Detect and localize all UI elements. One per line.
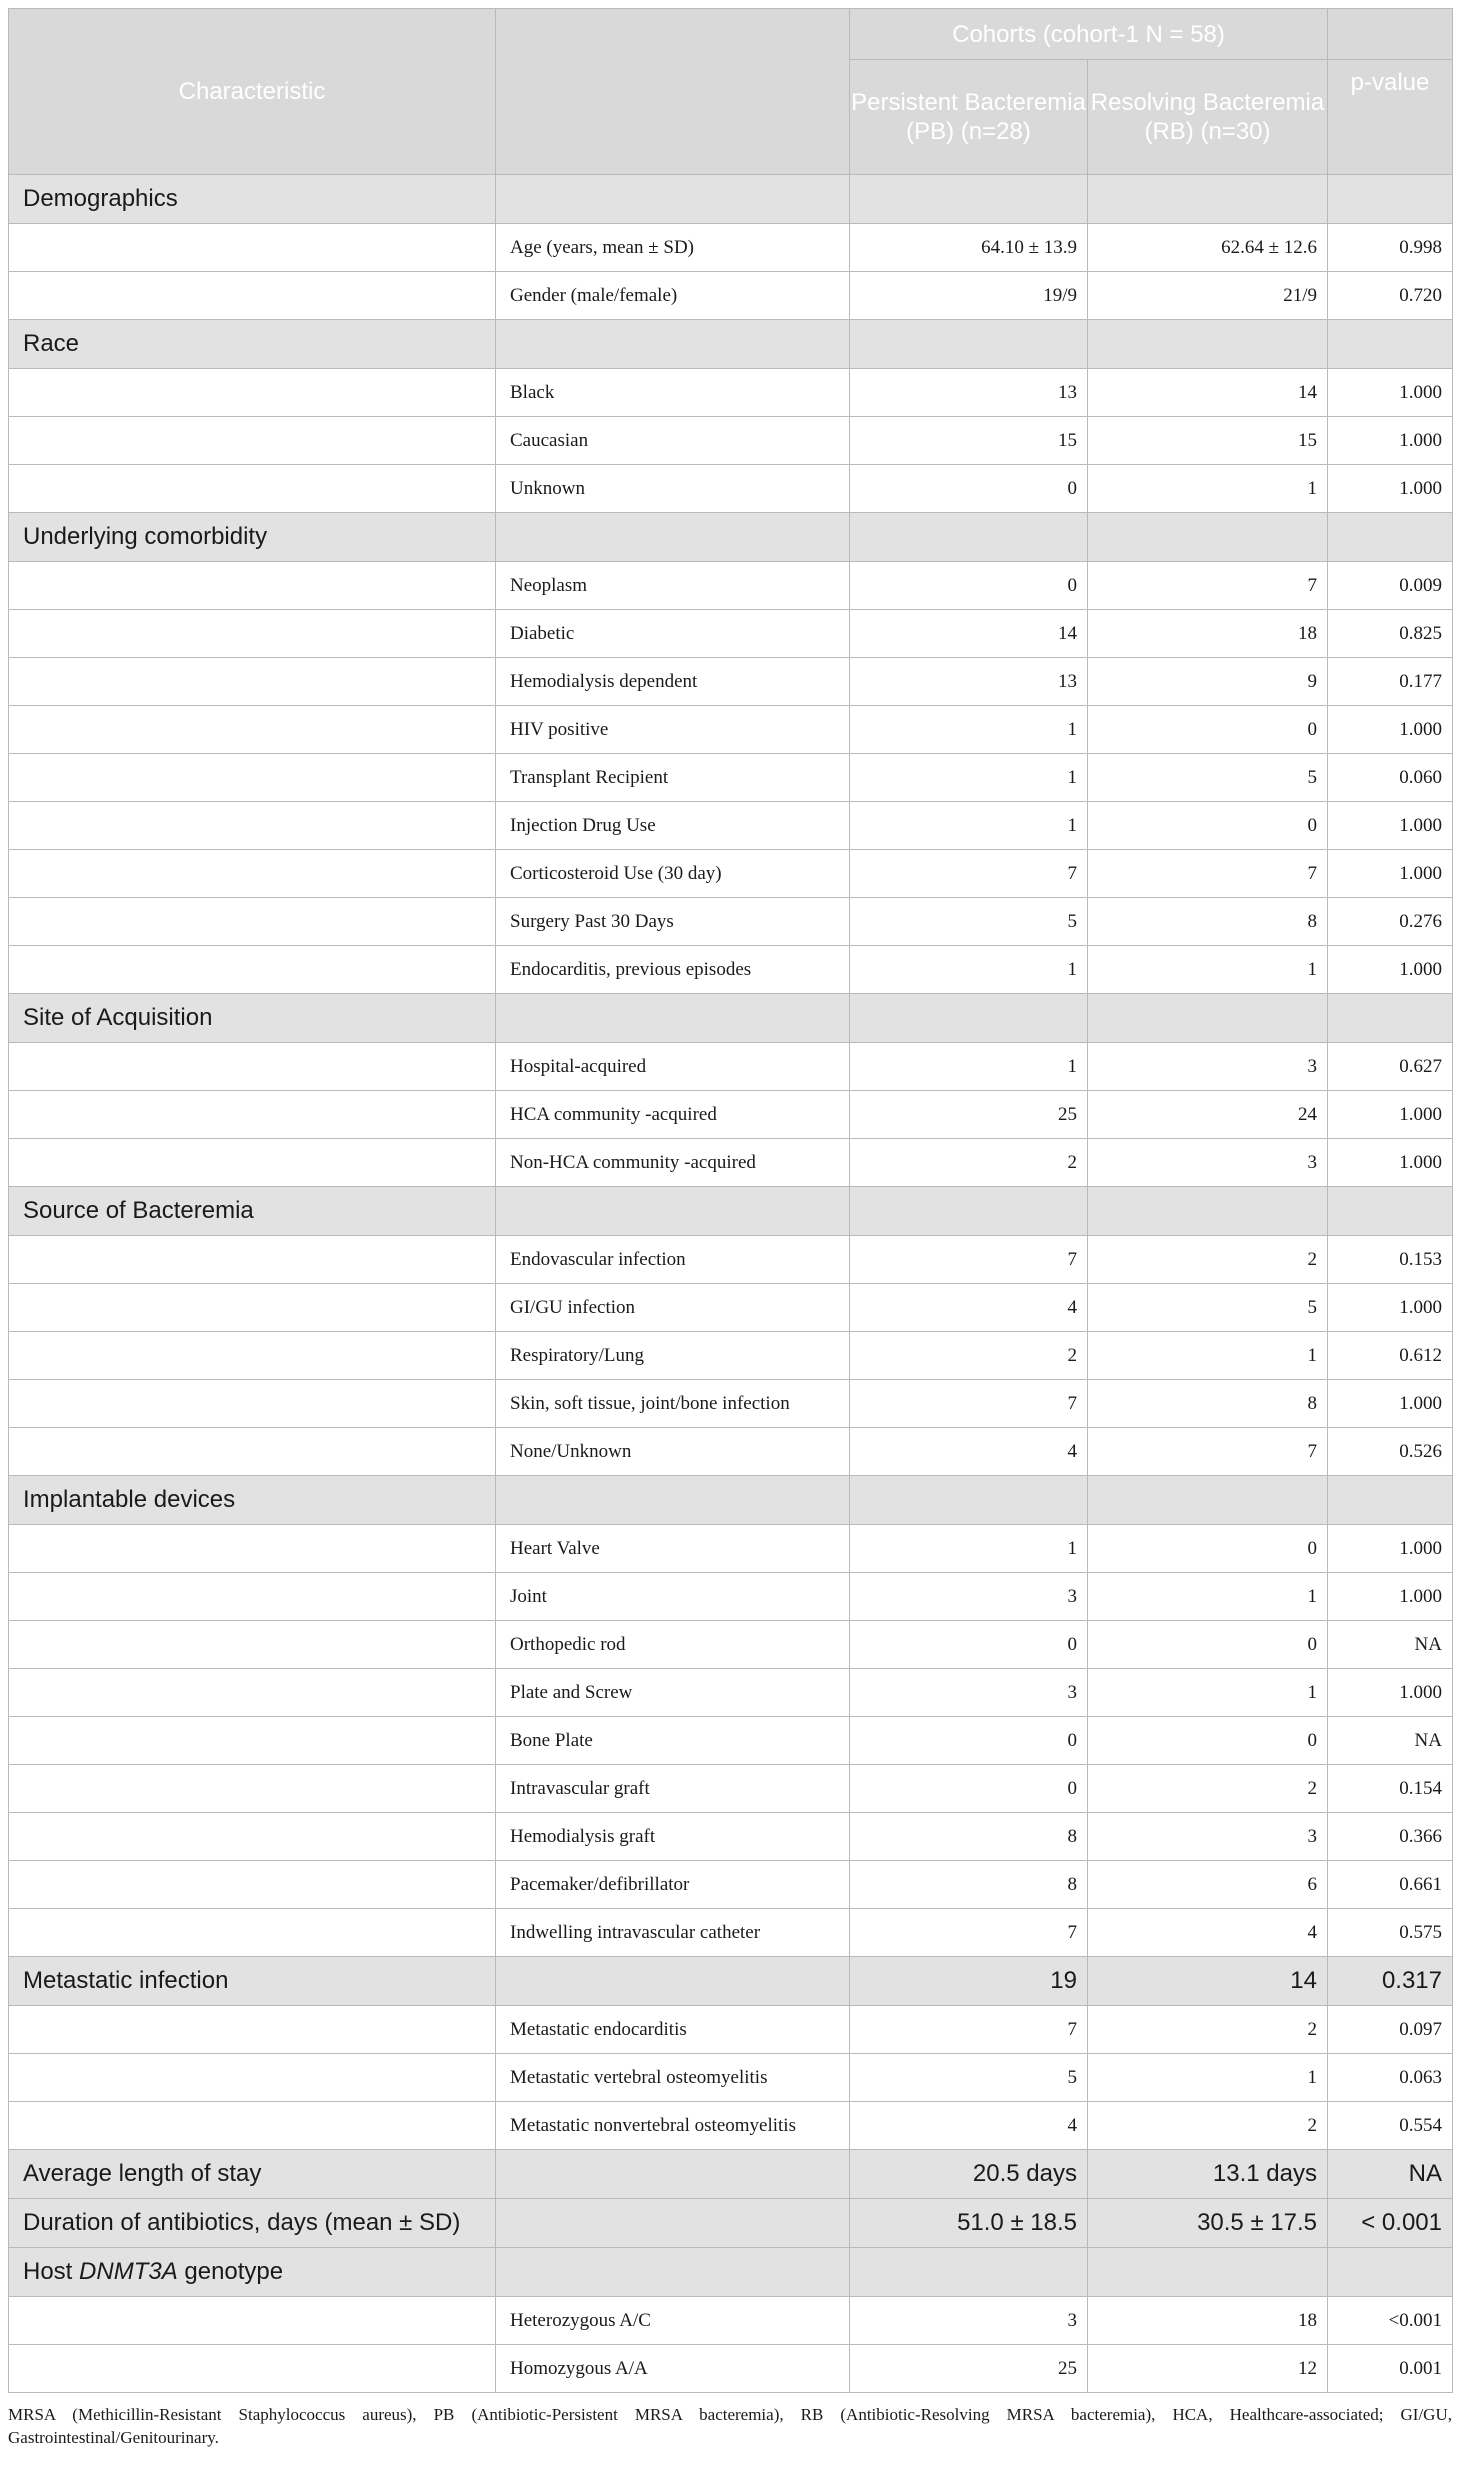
section-value-p bbox=[1328, 994, 1453, 1043]
row-label: Skin, soft tissue, joint/bone infection bbox=[496, 1380, 850, 1428]
row-value-rb: 0 bbox=[1088, 1621, 1328, 1669]
row-label: Metastatic endocarditis bbox=[496, 2006, 850, 2054]
table-row bbox=[9, 898, 1453, 946]
table-row bbox=[9, 224, 1453, 272]
section-value-p bbox=[1328, 1476, 1453, 1525]
section-value-rb: 14 bbox=[1088, 1957, 1328, 2006]
section-value-pb bbox=[850, 320, 1088, 369]
header-characteristic: Characteristic bbox=[9, 9, 496, 175]
row-value-rb: 12 bbox=[1088, 2345, 1328, 2393]
row-empty-cell bbox=[9, 1525, 496, 1573]
row-value-pb: 8 bbox=[850, 1861, 1088, 1909]
row-value-pb: 3 bbox=[850, 2297, 1088, 2345]
section-value-rb bbox=[1088, 1187, 1328, 1236]
row-value-p: NA bbox=[1328, 1621, 1453, 1669]
row-label: Plate and Screw bbox=[496, 1669, 850, 1717]
section-row bbox=[9, 2150, 1453, 2199]
row-value-rb: 0 bbox=[1088, 706, 1328, 754]
row-value-pb: 1 bbox=[850, 946, 1088, 994]
row-value-rb: 2 bbox=[1088, 1236, 1328, 1284]
section-value-rb bbox=[1088, 175, 1328, 224]
row-label: Bone Plate bbox=[496, 1717, 850, 1765]
row-value-rb: 7 bbox=[1088, 562, 1328, 610]
row-empty-cell bbox=[9, 272, 496, 320]
row-value-p: 0.575 bbox=[1328, 1909, 1453, 1957]
row-label: Injection Drug Use bbox=[496, 802, 850, 850]
table-footnote: MRSA (Methicillin-Resistant Staphylococcus aureus), PB (Antibiotic-Persistent MRSA bacteremia), RB (Antibiotic-Resolving MRSA bacteremia), HCA, Healthcare-associated; GI/GU, Gastrointestinal/Genitourinary. bbox=[8, 2405, 1452, 2447]
row-value-rb: 0 bbox=[1088, 1717, 1328, 1765]
row-label: Endovascular infection bbox=[496, 1236, 850, 1284]
row-empty-cell bbox=[9, 706, 496, 754]
row-value-pb: 4 bbox=[850, 1428, 1088, 1476]
row-value-rb: 24 bbox=[1088, 1091, 1328, 1139]
row-value-pb: 4 bbox=[850, 1284, 1088, 1332]
table-header bbox=[9, 9, 1453, 175]
row-empty-cell bbox=[9, 1669, 496, 1717]
row-value-pb: 7 bbox=[850, 1236, 1088, 1284]
row-value-rb: 6 bbox=[1088, 1861, 1328, 1909]
section-label: Demographics bbox=[9, 175, 496, 224]
row-empty-cell bbox=[9, 754, 496, 802]
table-row bbox=[9, 272, 1453, 320]
row-value-pb: 5 bbox=[850, 898, 1088, 946]
row-value-pb: 3 bbox=[850, 1669, 1088, 1717]
section-empty-cell bbox=[496, 2248, 850, 2297]
row-empty-cell bbox=[9, 1284, 496, 1332]
section-label-pre: Host bbox=[23, 2258, 73, 2285]
row-value-p: 0.276 bbox=[1328, 898, 1453, 946]
row-value-rb: 3 bbox=[1088, 1139, 1328, 1187]
row-value-pb: 64.10 ± 13.9 bbox=[850, 224, 1088, 272]
row-empty-cell bbox=[9, 658, 496, 706]
row-value-p: 1.000 bbox=[1328, 1669, 1453, 1717]
table-row bbox=[9, 1428, 1453, 1476]
table-row bbox=[9, 417, 1453, 465]
section-label: Site of Acquisition bbox=[9, 994, 496, 1043]
row-value-p: 0.612 bbox=[1328, 1332, 1453, 1380]
row-value-p: 0.097 bbox=[1328, 2006, 1453, 2054]
section-label: Source of Bacteremia bbox=[9, 1187, 496, 1236]
row-label: HIV positive bbox=[496, 706, 850, 754]
row-label: Neoplasm bbox=[496, 562, 850, 610]
row-value-rb: 9 bbox=[1088, 658, 1328, 706]
row-value-pb: 2 bbox=[850, 1139, 1088, 1187]
row-value-pb: 1 bbox=[850, 1043, 1088, 1091]
row-label: Hemodialysis graft bbox=[496, 1813, 850, 1861]
table-row bbox=[9, 465, 1453, 513]
row-value-p: 0.009 bbox=[1328, 562, 1453, 610]
row-value-rb: 1 bbox=[1088, 2054, 1328, 2102]
section-label: Duration of antibiotics, days (mean ± SD) bbox=[9, 2199, 496, 2248]
row-value-pb: 1 bbox=[850, 706, 1088, 754]
row-value-pb: 2 bbox=[850, 1332, 1088, 1380]
row-empty-cell bbox=[9, 1332, 496, 1380]
row-value-rb: 7 bbox=[1088, 850, 1328, 898]
row-value-rb: 2 bbox=[1088, 2006, 1328, 2054]
row-value-p: 0.063 bbox=[1328, 2054, 1453, 2102]
row-value-rb: 18 bbox=[1088, 610, 1328, 658]
row-value-rb: 4 bbox=[1088, 1909, 1328, 1957]
section-value-p bbox=[1328, 1187, 1453, 1236]
row-value-rb: 1 bbox=[1088, 1669, 1328, 1717]
row-label: Caucasian bbox=[496, 417, 850, 465]
row-value-rb: 0 bbox=[1088, 802, 1328, 850]
row-value-p: 1.000 bbox=[1328, 1091, 1453, 1139]
table-row bbox=[9, 658, 1453, 706]
section-value-pb bbox=[850, 175, 1088, 224]
section-value-p bbox=[1328, 513, 1453, 562]
row-value-pb: 13 bbox=[850, 658, 1088, 706]
section-label-post: genotype bbox=[184, 2258, 284, 2285]
row-value-pb: 19/9 bbox=[850, 272, 1088, 320]
table-row bbox=[9, 2345, 1453, 2393]
table-row bbox=[9, 754, 1453, 802]
row-value-rb: 3 bbox=[1088, 1813, 1328, 1861]
row-value-rb: 2 bbox=[1088, 1765, 1328, 1813]
row-empty-cell bbox=[9, 1573, 496, 1621]
row-value-p: 0.554 bbox=[1328, 2102, 1453, 2150]
row-empty-cell bbox=[9, 562, 496, 610]
characteristics-table bbox=[8, 8, 1453, 2393]
row-value-p: 1.000 bbox=[1328, 1525, 1453, 1573]
section-value-pb bbox=[850, 1476, 1088, 1525]
row-empty-cell bbox=[9, 802, 496, 850]
table-body bbox=[9, 175, 1453, 2393]
section-value-rb bbox=[1088, 1476, 1328, 1525]
table-row bbox=[9, 1380, 1453, 1428]
section-row bbox=[9, 1476, 1453, 1525]
row-empty-cell bbox=[9, 1717, 496, 1765]
section-row bbox=[9, 994, 1453, 1043]
header-pvalue: p-value bbox=[1328, 60, 1453, 175]
row-value-p: 1.000 bbox=[1328, 1139, 1453, 1187]
row-label: Joint bbox=[496, 1573, 850, 1621]
section-value-pb: 19 bbox=[850, 1957, 1088, 2006]
table-row bbox=[9, 706, 1453, 754]
section-label: Average length of stay bbox=[9, 2150, 496, 2199]
row-value-pb: 25 bbox=[850, 2345, 1088, 2393]
row-label: Intravascular graft bbox=[496, 1765, 850, 1813]
row-empty-cell bbox=[9, 1043, 496, 1091]
row-value-p: 0.825 bbox=[1328, 610, 1453, 658]
row-value-rb: 2 bbox=[1088, 2102, 1328, 2150]
row-label: Pacemaker/defibrillator bbox=[496, 1861, 850, 1909]
row-value-rb: 62.64 ± 12.6 bbox=[1088, 224, 1328, 272]
row-value-pb: 3 bbox=[850, 1573, 1088, 1621]
section-value-p bbox=[1328, 2248, 1453, 2297]
row-value-rb: 8 bbox=[1088, 1380, 1328, 1428]
row-empty-cell bbox=[9, 1765, 496, 1813]
section-value-pb bbox=[850, 1187, 1088, 1236]
row-empty-cell bbox=[9, 850, 496, 898]
row-empty-cell bbox=[9, 1428, 496, 1476]
row-value-p: 0.720 bbox=[1328, 272, 1453, 320]
section-value-rb bbox=[1088, 513, 1328, 562]
section-empty-cell bbox=[496, 1187, 850, 1236]
row-value-pb: 0 bbox=[850, 465, 1088, 513]
row-empty-cell bbox=[9, 610, 496, 658]
row-label: Hospital-acquired bbox=[496, 1043, 850, 1091]
table-row bbox=[9, 1861, 1453, 1909]
section-row bbox=[9, 320, 1453, 369]
row-empty-cell bbox=[9, 1139, 496, 1187]
row-label: Surgery Past 30 Days bbox=[496, 898, 850, 946]
section-empty-cell bbox=[496, 1476, 850, 1525]
row-value-rb: 0 bbox=[1088, 1525, 1328, 1573]
row-label: Unknown bbox=[496, 465, 850, 513]
header-blank bbox=[1328, 9, 1453, 60]
table-row bbox=[9, 369, 1453, 417]
row-value-pb: 14 bbox=[850, 610, 1088, 658]
table-row bbox=[9, 946, 1453, 994]
row-empty-cell bbox=[9, 2006, 496, 2054]
row-label: HCA community -acquired bbox=[496, 1091, 850, 1139]
row-value-p: 0.177 bbox=[1328, 658, 1453, 706]
table-row bbox=[9, 1621, 1453, 1669]
section-empty-cell bbox=[496, 994, 850, 1043]
table-row bbox=[9, 1284, 1453, 1332]
row-value-pb: 4 bbox=[850, 2102, 1088, 2150]
row-value-rb: 1 bbox=[1088, 946, 1328, 994]
row-value-p: 0.001 bbox=[1328, 2345, 1453, 2393]
row-value-pb: 8 bbox=[850, 1813, 1088, 1861]
section-value-pb bbox=[850, 994, 1088, 1043]
row-empty-cell bbox=[9, 465, 496, 513]
row-value-rb: 15 bbox=[1088, 417, 1328, 465]
row-label: Respiratory/Lung bbox=[496, 1332, 850, 1380]
table-row bbox=[9, 1813, 1453, 1861]
table-row bbox=[9, 1043, 1453, 1091]
row-empty-cell bbox=[9, 1236, 496, 1284]
row-label: Age (years, mean ± SD) bbox=[496, 224, 850, 272]
row-label: Gender (male/female) bbox=[496, 272, 850, 320]
row-value-pb: 7 bbox=[850, 1909, 1088, 1957]
section-label: Metastatic infection bbox=[9, 1957, 496, 2006]
row-label: Black bbox=[496, 369, 850, 417]
row-empty-cell bbox=[9, 2102, 496, 2150]
section-empty-cell bbox=[496, 2150, 850, 2199]
section-value-p: 0.317 bbox=[1328, 1957, 1453, 2006]
row-value-rb: 21/9 bbox=[1088, 272, 1328, 320]
section-empty-cell bbox=[496, 1957, 850, 2006]
row-value-p: 0.998 bbox=[1328, 224, 1453, 272]
section-value-p bbox=[1328, 175, 1453, 224]
row-value-p: 1.000 bbox=[1328, 1573, 1453, 1621]
row-value-p: 0.526 bbox=[1328, 1428, 1453, 1476]
row-value-rb: 7 bbox=[1088, 1428, 1328, 1476]
row-value-pb: 1 bbox=[850, 1525, 1088, 1573]
header-cohorts: Cohorts (cohort-1 N = 58) bbox=[850, 9, 1328, 60]
row-label: Metastatic vertebral osteomyelitis bbox=[496, 2054, 850, 2102]
row-value-p: 1.000 bbox=[1328, 1380, 1453, 1428]
section-empty-cell bbox=[496, 2199, 850, 2248]
table-row bbox=[9, 1765, 1453, 1813]
header-pb: Persistent Bacteremia (PB) (n=28) bbox=[850, 60, 1088, 175]
table-row bbox=[9, 1525, 1453, 1573]
row-value-p: 1.000 bbox=[1328, 850, 1453, 898]
table-row bbox=[9, 1909, 1453, 1957]
section-label: Implantable devices bbox=[9, 1476, 496, 1525]
section-row bbox=[9, 175, 1453, 224]
section-value-rb bbox=[1088, 2248, 1328, 2297]
row-label: Metastatic nonvertebral osteomyelitis bbox=[496, 2102, 850, 2150]
table-row bbox=[9, 1573, 1453, 1621]
section-label: Underlying comorbidity bbox=[9, 513, 496, 562]
table-row bbox=[9, 562, 1453, 610]
row-empty-cell bbox=[9, 1813, 496, 1861]
table-row bbox=[9, 2006, 1453, 2054]
row-value-pb: 0 bbox=[850, 1765, 1088, 1813]
section-row bbox=[9, 1957, 1453, 2006]
row-value-rb: 1 bbox=[1088, 1332, 1328, 1380]
row-value-pb: 5 bbox=[850, 2054, 1088, 2102]
row-value-p: 1.000 bbox=[1328, 946, 1453, 994]
table-row bbox=[9, 2297, 1453, 2345]
row-value-rb: 5 bbox=[1088, 754, 1328, 802]
row-empty-cell bbox=[9, 2054, 496, 2102]
row-value-rb: 14 bbox=[1088, 369, 1328, 417]
row-label: Non-HCA community -acquired bbox=[496, 1139, 850, 1187]
row-label: Orthopedic rod bbox=[496, 1621, 850, 1669]
section-empty-cell bbox=[496, 513, 850, 562]
table-row bbox=[9, 2054, 1453, 2102]
row-value-p: 1.000 bbox=[1328, 465, 1453, 513]
section-value-pb: 20.5 days bbox=[850, 2150, 1088, 2199]
row-value-pb: 0 bbox=[850, 1621, 1088, 1669]
row-value-p: 1.000 bbox=[1328, 802, 1453, 850]
row-empty-cell bbox=[9, 1091, 496, 1139]
section-value-p: < 0.001 bbox=[1328, 2199, 1453, 2248]
section-value-pb: 51.0 ± 18.5 bbox=[850, 2199, 1088, 2248]
row-value-p: 0.060 bbox=[1328, 754, 1453, 802]
table-container bbox=[8, 8, 1452, 2449]
section-row bbox=[9, 2199, 1453, 2248]
row-empty-cell bbox=[9, 417, 496, 465]
row-value-pb: 15 bbox=[850, 417, 1088, 465]
table-row bbox=[9, 1091, 1453, 1139]
row-value-pb: 7 bbox=[850, 850, 1088, 898]
table-row bbox=[9, 850, 1453, 898]
row-empty-cell bbox=[9, 946, 496, 994]
row-empty-cell bbox=[9, 1621, 496, 1669]
section-value-pb bbox=[850, 513, 1088, 562]
table-row bbox=[9, 610, 1453, 658]
section-value-rb: 30.5 ± 17.5 bbox=[1088, 2199, 1328, 2248]
section-row bbox=[9, 513, 1453, 562]
row-value-p: 1.000 bbox=[1328, 1284, 1453, 1332]
section-label bbox=[9, 2248, 496, 2297]
row-empty-cell bbox=[9, 1909, 496, 1957]
row-value-pb: 13 bbox=[850, 369, 1088, 417]
row-value-pb: 0 bbox=[850, 1717, 1088, 1765]
row-value-pb: 0 bbox=[850, 562, 1088, 610]
section-value-pb bbox=[850, 2248, 1088, 2297]
row-empty-cell bbox=[9, 2297, 496, 2345]
header-rb: Resolving Bacteremia (RB) (n=30) bbox=[1088, 60, 1328, 175]
section-value-rb: 13.1 days bbox=[1088, 2150, 1328, 2199]
row-empty-cell bbox=[9, 369, 496, 417]
row-value-pb: 1 bbox=[850, 754, 1088, 802]
table-row bbox=[9, 1139, 1453, 1187]
row-value-rb: 8 bbox=[1088, 898, 1328, 946]
row-value-pb: 7 bbox=[850, 1380, 1088, 1428]
row-label: Corticosteroid Use (30 day) bbox=[496, 850, 850, 898]
section-value-p: NA bbox=[1328, 2150, 1453, 2199]
row-value-p: 1.000 bbox=[1328, 417, 1453, 465]
section-empty-cell bbox=[496, 175, 850, 224]
row-empty-cell bbox=[9, 898, 496, 946]
row-label: GI/GU infection bbox=[496, 1284, 850, 1332]
row-value-p: <0.001 bbox=[1328, 2297, 1453, 2345]
row-label: Transplant Recipient bbox=[496, 754, 850, 802]
section-value-p bbox=[1328, 320, 1453, 369]
row-label: None/Unknown bbox=[496, 1428, 850, 1476]
section-value-rb bbox=[1088, 320, 1328, 369]
section-label-gene: DNMT3A bbox=[79, 2258, 178, 2285]
row-empty-cell bbox=[9, 1380, 496, 1428]
row-label: Hemodialysis dependent bbox=[496, 658, 850, 706]
row-label: Heterozygous A/C bbox=[496, 2297, 850, 2345]
table-row bbox=[9, 1332, 1453, 1380]
section-row bbox=[9, 1187, 1453, 1236]
row-value-rb: 18 bbox=[1088, 2297, 1328, 2345]
row-value-p: 1.000 bbox=[1328, 369, 1453, 417]
row-label: Heart Valve bbox=[496, 1525, 850, 1573]
row-value-rb: 1 bbox=[1088, 465, 1328, 513]
row-empty-cell bbox=[9, 1861, 496, 1909]
row-value-p: NA bbox=[1328, 1717, 1453, 1765]
row-value-pb: 25 bbox=[850, 1091, 1088, 1139]
table-row bbox=[9, 1717, 1453, 1765]
row-value-p: 0.627 bbox=[1328, 1043, 1453, 1091]
row-value-rb: 5 bbox=[1088, 1284, 1328, 1332]
row-value-pb: 1 bbox=[850, 802, 1088, 850]
header-empty bbox=[496, 9, 850, 175]
row-value-p: 0.661 bbox=[1328, 1861, 1453, 1909]
row-value-rb: 1 bbox=[1088, 1573, 1328, 1621]
table-row bbox=[9, 2102, 1453, 2150]
table-row bbox=[9, 802, 1453, 850]
row-label: Endocarditis, previous episodes bbox=[496, 946, 850, 994]
row-empty-cell bbox=[9, 224, 496, 272]
section-label: Race bbox=[9, 320, 496, 369]
section-value-rb bbox=[1088, 994, 1328, 1043]
row-value-p: 0.153 bbox=[1328, 1236, 1453, 1284]
row-value-rb: 3 bbox=[1088, 1043, 1328, 1091]
row-label: Diabetic bbox=[496, 610, 850, 658]
section-empty-cell bbox=[496, 320, 850, 369]
row-label: Homozygous A/A bbox=[496, 2345, 850, 2393]
table-row bbox=[9, 1236, 1453, 1284]
row-value-p: 1.000 bbox=[1328, 706, 1453, 754]
row-label: Indwelling intravascular catheter bbox=[496, 1909, 850, 1957]
row-empty-cell bbox=[9, 2345, 496, 2393]
row-value-p: 0.366 bbox=[1328, 1813, 1453, 1861]
row-value-p: 0.154 bbox=[1328, 1765, 1453, 1813]
table-row bbox=[9, 1669, 1453, 1717]
row-value-pb: 7 bbox=[850, 2006, 1088, 2054]
section-row bbox=[9, 2248, 1453, 2297]
